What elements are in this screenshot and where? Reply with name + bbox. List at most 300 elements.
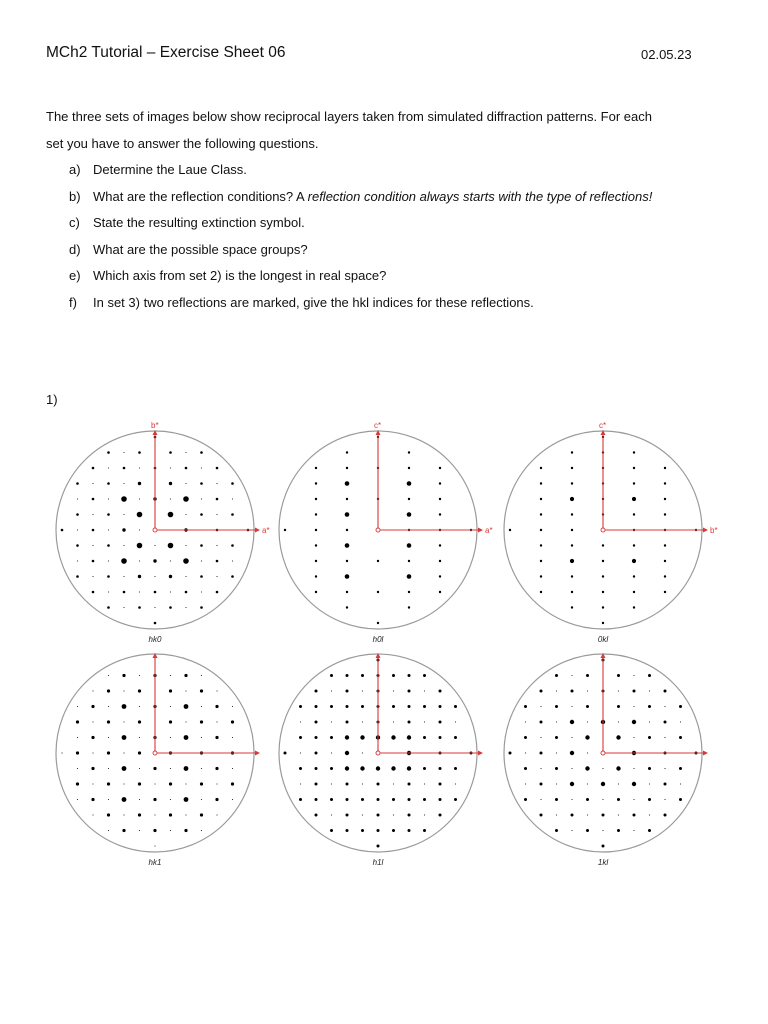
reflection-spot <box>664 575 666 577</box>
reflection-spot <box>602 814 605 817</box>
reflection-spot <box>345 481 350 486</box>
reflection-spot <box>346 606 348 608</box>
reflection-spot <box>231 575 234 578</box>
reflection-spot <box>664 814 667 817</box>
reflection-spot <box>170 799 171 800</box>
reflection-spot <box>556 690 557 691</box>
reflection-spot <box>408 690 411 693</box>
reflection-spot <box>315 467 317 469</box>
reflection-spot <box>201 799 202 800</box>
reflection-spot <box>571 544 573 546</box>
reflection-spot <box>439 591 441 593</box>
reflection-spot <box>648 705 651 708</box>
reflection-spot <box>91 736 94 739</box>
horizontal-axis-label: a* <box>485 526 493 535</box>
layer-caption: h1l <box>372 858 384 867</box>
reflection-spot <box>77 498 78 499</box>
reflection-spot <box>92 814 93 815</box>
reflection-spot <box>586 829 589 832</box>
reciprocal-layer-0kl <box>504 421 718 644</box>
reflection-spot <box>540 482 542 484</box>
reflection-spot <box>633 606 635 608</box>
reflection-spot <box>664 482 666 484</box>
reflection-spot <box>232 768 233 769</box>
reflection-spot <box>391 766 395 770</box>
reflection-spot <box>184 704 189 709</box>
reflection-spot <box>423 829 426 832</box>
reflection-spot <box>169 482 172 485</box>
reflection-spot <box>439 783 442 786</box>
reflection-spot <box>602 575 604 577</box>
reflection-spot <box>185 591 188 594</box>
reflection-spot <box>138 782 141 785</box>
reflection-spot <box>201 768 202 769</box>
reflection-spot <box>123 452 124 453</box>
reflection-spot <box>407 766 411 770</box>
vertical-axis-label: c* <box>599 421 607 430</box>
reflection-spot <box>408 721 411 724</box>
horizontal-axis-arrow-icon <box>478 751 483 756</box>
reflection-spot <box>570 782 574 786</box>
reflection-spot <box>571 737 572 738</box>
reflection-spot <box>555 798 558 801</box>
reflection-spot <box>200 720 203 723</box>
reciprocal-axes <box>151 421 270 535</box>
reflection-spot <box>392 705 395 708</box>
reflection-spot <box>185 607 186 608</box>
reflection-spot <box>122 829 125 832</box>
reflection-spot <box>123 783 124 784</box>
reflection-spot <box>284 529 286 531</box>
reflection-spot <box>315 736 318 739</box>
question-label: d) <box>69 241 81 257</box>
reflection-spot <box>602 768 603 769</box>
reflection-spot <box>423 705 426 708</box>
reflection-spot <box>571 451 573 453</box>
reflection-spot <box>408 467 410 469</box>
reflection-spot <box>408 674 411 677</box>
reflection-spot <box>216 783 217 784</box>
reflection-spot <box>91 798 94 801</box>
reflection-spot <box>139 498 140 499</box>
reflection-spot <box>362 721 363 722</box>
reflection-spot <box>154 545 155 546</box>
reflection-spot <box>315 752 318 755</box>
reflection-spot <box>664 737 665 738</box>
reflection-spot <box>346 690 349 693</box>
layer-caption: 1kl <box>597 858 609 867</box>
reflection-spot <box>330 767 333 770</box>
reflection-spot <box>137 512 143 518</box>
reflection-spot <box>540 768 541 769</box>
reflection-spot <box>555 736 558 739</box>
intro-line-2: set you have to answer the following questions. <box>46 135 319 151</box>
question-label: a) <box>69 162 81 177</box>
reflection-spot <box>185 467 188 470</box>
reflection-spot <box>77 560 78 561</box>
origin-marker <box>376 751 380 755</box>
reflection-spot <box>633 814 636 817</box>
reflection-spot <box>122 766 127 771</box>
reflection-spot <box>633 690 636 693</box>
question-emphasis: reflection condition always starts with the type of reflections! <box>307 188 653 204</box>
reflection-spot <box>330 674 333 677</box>
reflection-spot <box>345 735 349 739</box>
reflection-spot <box>525 783 526 784</box>
question-text: State the resulting extinction symbol. <box>93 215 305 231</box>
vertical-axis-label: c* <box>374 421 382 430</box>
question-text: What are the reflection conditions? A <box>93 188 308 204</box>
reflection-spot <box>184 829 187 832</box>
reflection-spot <box>633 451 635 453</box>
reflection-spot <box>555 674 558 677</box>
reflection-spot <box>680 721 681 722</box>
reflection-spot <box>524 798 527 801</box>
reflection-spot <box>439 798 442 801</box>
reflection-spot <box>664 768 665 769</box>
reflection-spot <box>585 735 589 739</box>
reflection-spot <box>154 576 155 577</box>
reciprocal-axes <box>374 421 493 535</box>
reflection-spot <box>138 451 141 454</box>
reflection-spot <box>618 783 619 784</box>
reflection-spot <box>345 751 349 755</box>
reflection-spot <box>107 513 110 516</box>
reflection-spot <box>571 814 574 817</box>
reflection-spot <box>108 706 109 707</box>
reflection-spot <box>540 498 542 500</box>
reflection-spot <box>168 543 174 549</box>
reflection-spot <box>633 591 635 593</box>
reflection-spot <box>108 768 109 769</box>
reflection-spot <box>123 591 126 594</box>
reflection-spot <box>315 544 317 546</box>
reflection-spot <box>139 675 140 676</box>
reflection-spot <box>170 768 171 769</box>
reflection-spot <box>170 737 171 738</box>
reflection-spot <box>122 735 127 740</box>
reflection-spot <box>346 798 349 801</box>
reflection-spot <box>330 736 333 739</box>
reflection-spot <box>123 752 124 753</box>
reflection-spot <box>138 482 141 485</box>
layer-caption: h0l <box>372 635 384 644</box>
reflection-spot <box>183 496 189 502</box>
reflection-spot <box>216 514 217 515</box>
reflection-spot <box>392 674 395 677</box>
reflection-spot <box>92 591 95 594</box>
reflection-spot <box>139 467 140 468</box>
reflection-spot <box>108 467 109 468</box>
reflection-spot <box>408 705 411 708</box>
reflection-spot <box>439 513 441 515</box>
reflection-spot <box>92 467 95 470</box>
reflection-spot <box>315 591 317 593</box>
reflection-spot <box>232 498 233 499</box>
reflection-spot <box>571 591 573 593</box>
reflection-spot <box>617 829 620 832</box>
reflection-spot <box>154 622 157 625</box>
reflection-spot <box>201 467 202 468</box>
reflection-spot <box>201 591 202 592</box>
reflection-spot <box>602 560 604 562</box>
reflection-spot <box>439 814 442 817</box>
reflection-spot <box>664 799 665 800</box>
reflection-spot <box>556 721 557 722</box>
reflection-spot <box>122 528 125 531</box>
question-text: What are the possible space groups? <box>93 241 308 257</box>
reflection-spot <box>122 674 125 677</box>
reflection-spot <box>664 783 667 786</box>
reciprocal-axes <box>599 421 718 535</box>
reflection-spot <box>346 829 349 832</box>
reflection-spot <box>377 622 379 624</box>
reflection-spot <box>571 529 573 531</box>
reflection-spot <box>423 767 426 770</box>
reflection-spot <box>633 467 635 469</box>
reflection-spot <box>299 705 302 708</box>
reflection-spot <box>139 830 140 831</box>
reflection-spot <box>633 706 634 707</box>
layer-caption: 0kl <box>597 635 609 644</box>
reflection-spot <box>632 720 636 724</box>
reflection-spot <box>315 498 317 500</box>
reciprocal-layer-1kl <box>504 653 708 867</box>
reflection-spot <box>633 513 635 515</box>
reflection-spot <box>648 767 651 770</box>
reflection-spot <box>216 576 217 577</box>
reflection-spot <box>153 829 156 832</box>
reflection-spot <box>571 482 573 484</box>
reflection-spot <box>299 767 302 770</box>
reflection-spot <box>92 576 93 577</box>
reflection-spot <box>424 690 425 691</box>
question-text: In set 3) two reflections are marked, give the hkl indices for these reflections. <box>93 294 534 310</box>
reflection-spot <box>284 752 287 755</box>
reflection-spot <box>215 736 218 739</box>
reflection-spot <box>633 830 634 831</box>
reflection-spot <box>377 591 379 593</box>
reflection-spot <box>648 798 651 801</box>
reflection-spot <box>184 674 187 677</box>
reflection-spot <box>345 766 349 770</box>
reflection-spot <box>200 606 203 609</box>
reflection-spot <box>617 705 620 708</box>
reflection-spot <box>201 737 202 738</box>
reflection-spot <box>91 705 94 708</box>
reflection-spot <box>362 690 363 691</box>
reflection-spot <box>649 690 650 691</box>
reflection-spot <box>571 830 572 831</box>
reflection-spot <box>346 705 349 708</box>
reflection-spot <box>108 591 109 592</box>
reflection-spot <box>107 606 110 609</box>
reflection-spot <box>540 752 543 755</box>
reflection-spot <box>393 721 394 722</box>
reflection-spot <box>185 721 186 722</box>
reflection-spot <box>617 798 620 801</box>
reflection-spot <box>346 467 348 469</box>
reflection-spot <box>439 705 442 708</box>
reflection-spot <box>108 737 109 738</box>
reflection-spot <box>571 690 574 693</box>
reflection-spot <box>216 690 217 691</box>
reflection-spot <box>540 560 542 562</box>
vertical-axis-label: b* <box>151 421 159 430</box>
reflection-spot <box>185 514 186 515</box>
reflection-spot <box>376 766 380 770</box>
reflection-spot <box>170 560 171 561</box>
reflection-spot <box>540 544 542 546</box>
question-label: f) <box>69 294 77 310</box>
reflection-spot <box>408 606 410 608</box>
reflection-spot <box>601 782 605 786</box>
reflection-spot <box>362 814 363 815</box>
reflection-spot <box>232 737 233 738</box>
reflection-spot <box>524 767 527 770</box>
reflection-spot <box>315 482 317 484</box>
reflection-spot <box>424 721 425 722</box>
sheet-date: 02.05.23 <box>641 47 692 62</box>
reflection-spot <box>570 720 574 724</box>
reflection-spot <box>361 674 364 677</box>
reflection-spot <box>200 575 203 578</box>
reflection-spot <box>633 768 634 769</box>
reflection-spot <box>509 529 511 531</box>
reflection-spot <box>664 690 667 693</box>
reflection-spot <box>649 783 650 784</box>
question-text: Which axis from set 2) is the longest in real space? <box>93 268 387 284</box>
reflection-spot <box>170 591 171 592</box>
reflection-spot <box>122 797 127 802</box>
reflection-spot <box>439 482 441 484</box>
reflection-spot <box>555 767 558 770</box>
reflection-spot <box>138 720 141 723</box>
reflection-spot <box>231 482 234 485</box>
reflection-spot <box>168 512 174 518</box>
reflection-spot <box>330 829 333 832</box>
reflection-spot <box>408 591 410 593</box>
reflection-spot <box>200 782 203 785</box>
reflection-spot <box>632 497 636 501</box>
reflection-spot <box>408 814 411 817</box>
reflection-spot <box>587 721 588 722</box>
reflection-spot <box>315 814 318 817</box>
reflection-spot <box>201 830 202 831</box>
reflection-spot <box>108 529 109 530</box>
reflection-spot <box>424 814 425 815</box>
reflection-spot <box>602 799 603 800</box>
reflection-spot <box>346 721 349 724</box>
reflection-spot <box>664 498 666 500</box>
reflection-spot <box>407 735 411 739</box>
reflection-spot <box>231 782 234 785</box>
reflection-spot <box>633 482 635 484</box>
reflection-spot <box>169 575 172 578</box>
reflection-spot <box>170 675 171 676</box>
reflection-spot <box>540 737 541 738</box>
reflection-spot <box>76 575 79 578</box>
reflection-spot <box>664 544 666 546</box>
reflection-spot <box>231 544 234 547</box>
reflection-spot <box>138 575 141 578</box>
reflection-spot <box>423 736 426 739</box>
reflection-spot <box>121 558 127 564</box>
reflection-spot <box>92 483 93 484</box>
reflection-spot <box>439 736 442 739</box>
reflection-spot <box>540 591 542 593</box>
reflection-spot <box>454 736 457 739</box>
reflection-spot <box>315 575 317 577</box>
reciprocal-layer-h0l <box>279 421 493 644</box>
reflection-spot <box>92 560 95 563</box>
reflection-spot <box>391 735 395 739</box>
reflection-spot <box>92 498 95 501</box>
horizontal-axis-arrow-icon <box>255 528 260 533</box>
reflection-spot <box>299 736 302 739</box>
reflection-spot <box>331 814 332 815</box>
reflection-spot <box>170 830 171 831</box>
reflection-spot <box>185 452 186 453</box>
reflection-spot <box>107 482 110 485</box>
reflection-spot <box>231 720 234 723</box>
reflection-spot <box>185 690 186 691</box>
reflection-spot <box>185 576 186 577</box>
origin-marker <box>601 751 605 755</box>
reflection-spot <box>138 751 141 754</box>
reflection-spot <box>123 690 124 691</box>
reflection-spot <box>76 544 79 547</box>
question-text: Determine the Laue Class. <box>93 162 247 177</box>
reflection-spot <box>439 690 442 693</box>
reflection-spot <box>169 689 172 692</box>
reflection-spot <box>454 798 457 801</box>
reflection-spot <box>123 814 124 815</box>
reflection-spot <box>454 705 457 708</box>
reflection-spot <box>76 720 79 723</box>
reflection-spot <box>632 782 636 786</box>
reflection-spot <box>602 591 604 593</box>
reflection-spot <box>315 560 317 562</box>
reflection-spot <box>154 783 155 784</box>
reflection-spot <box>169 782 172 785</box>
reflection-spot <box>571 467 573 469</box>
reflection-spot <box>139 560 140 561</box>
reflection-spot <box>648 829 651 832</box>
reflection-spot <box>540 575 542 577</box>
reflection-spot <box>200 544 203 547</box>
reciprocal-layer-hk1 <box>56 653 260 867</box>
reflection-spot <box>423 674 426 677</box>
reflection-spot <box>139 529 140 530</box>
reflection-spot <box>455 783 456 784</box>
reflection-spot <box>107 782 110 785</box>
reflection-spot <box>664 706 665 707</box>
reflection-spot <box>616 735 620 739</box>
reflection-spot <box>586 674 589 677</box>
reflection-spot <box>123 576 124 577</box>
reflection-spot <box>200 482 203 485</box>
reflection-spot <box>139 706 140 707</box>
reflection-spot <box>648 736 651 739</box>
reflection-spot <box>602 606 604 608</box>
reflection-spot <box>122 704 127 709</box>
reflection-spot <box>540 513 542 515</box>
reflection-spot <box>92 721 93 722</box>
reflection-spot <box>633 799 634 800</box>
reflection-spot <box>200 451 203 454</box>
reflection-spot <box>345 543 350 548</box>
